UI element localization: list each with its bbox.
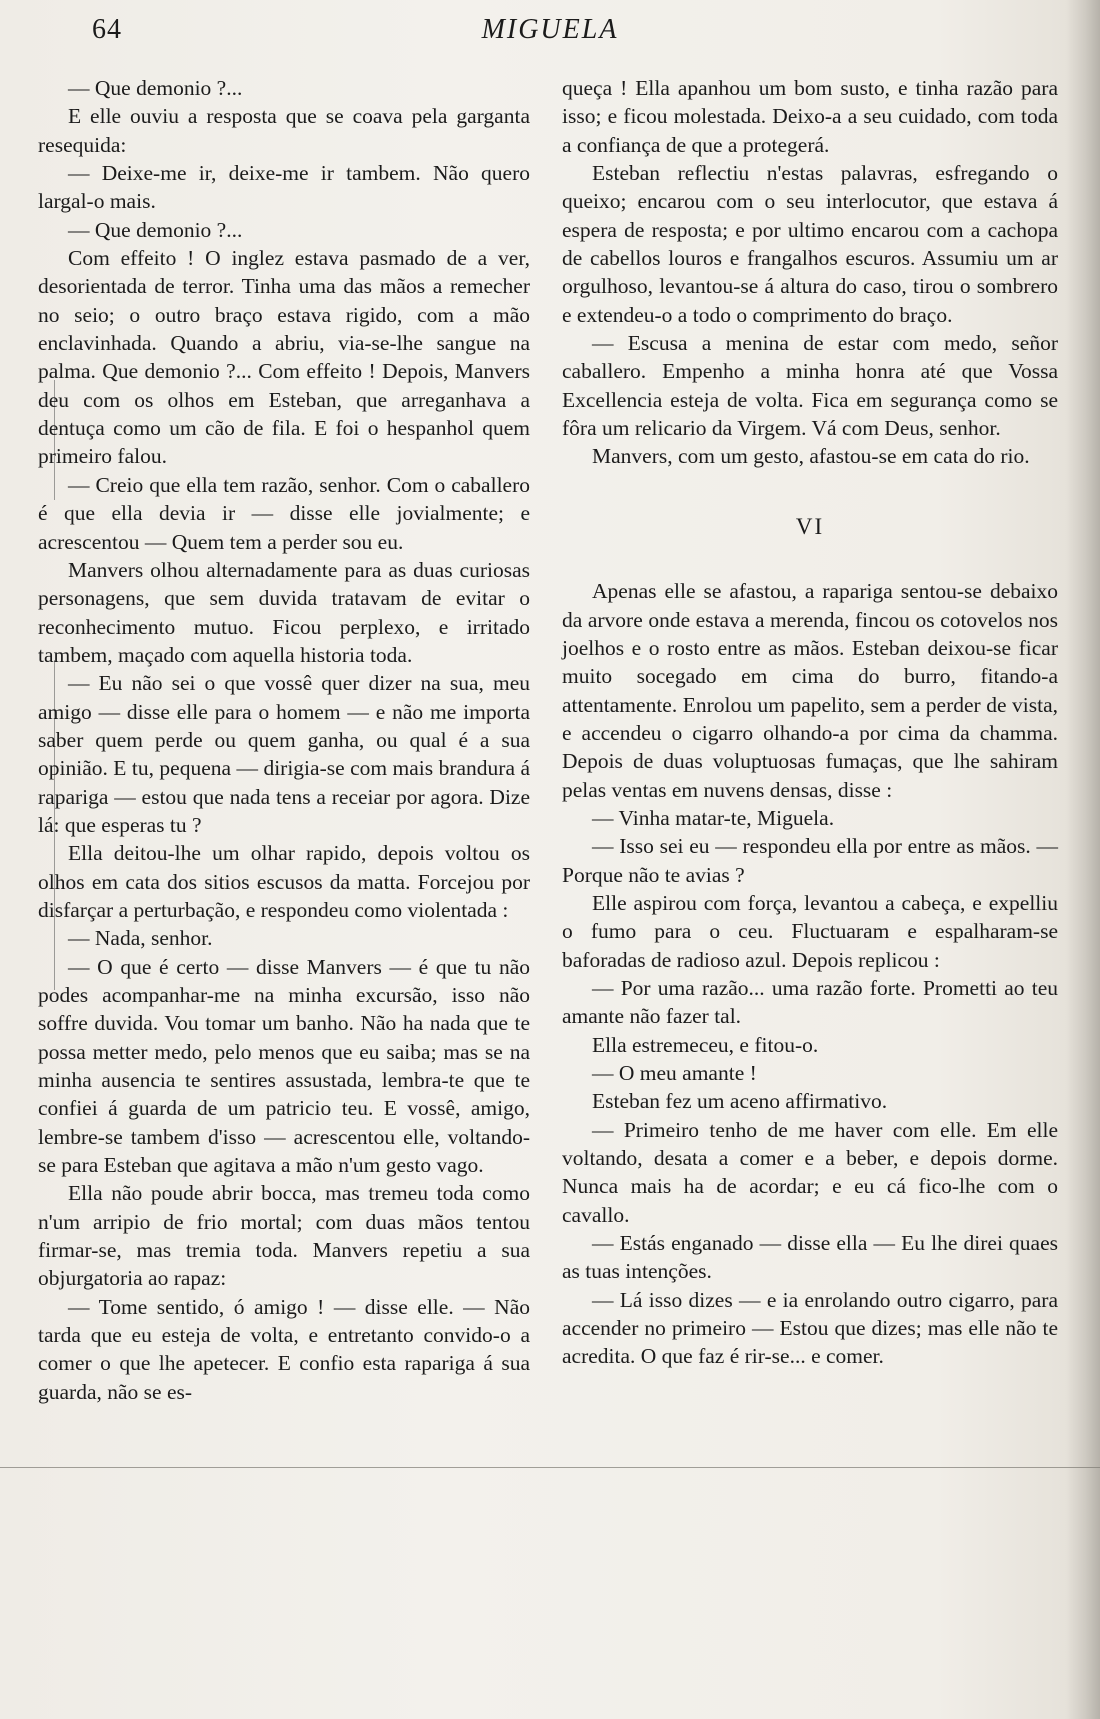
paragraph: — Eu não sei o que vossê quer dizer na sua, meu amigo — disse elle para o homem — e não me importa saber quem perde ou quem ganha, ou qual é a sua opinião. E tu, pequena — dirigia-se com mais brandura á rapariga — estou que nada tens a receiar por agora. Dize lá: que esperas tu ? <box>38 671 530 837</box>
paragraph: Ella não poude abrir bocca, mas tremeu toda como n'um arripio de frio mortal; com duas mãos tentou firmar-se, mas tremia toda. Manvers repetiu a sua objurgatoria ao rapaz: <box>38 1181 530 1291</box>
paragraph: — Por uma razão... uma razão forte. Prometti ao teu amante não fazer tal. <box>562 975 1058 1029</box>
paragraph: — Deixe-me ir, deixe-me ir tambem. Não quero largal-o mais. <box>38 161 530 214</box>
paragraph: Manvers olhou alternadamente para as duas curiosas personagens, que sem duvida tratavam de evitar o reconhecimento mutuo. Ficou perplexo, e irritado tambem, maçado com aquella historia toda. <box>38 557 530 667</box>
chapter-heading: VI <box>795 513 825 539</box>
paragraph: — Escusa a menina de estar com medo, señor caballero. Empenho a minha honra até que Vossa Excellencia esteja de volta. Fica em segurança como se fôra um relicario da Virgem. Vá com Deus, senhor. <box>562 331 1058 441</box>
page-number: 64 <box>92 14 122 45</box>
paragraph: — O meu amante ! <box>592 1061 757 1085</box>
paragraph: — Primeiro tenho de me haver com elle. Em elle voltando, desata a comer e a beber, e depois dorme. Nunca mais ha de acordar; e eu cá fico-lhe com o cavallo. <box>562 1117 1058 1227</box>
paragraph: — Lá isso dizes — e ia enrolando outro cigarro, para accender no primeiro — Estou que dizes; mas elle não te acredita. O que faz é rir-se... e comer. <box>562 1287 1058 1369</box>
paragraph: Ella estremeceu, e fitou-o. <box>592 1032 819 1057</box>
paragraph: — Que demonio ?... <box>68 217 243 242</box>
paragraph: Ella deitou-lhe um olhar rapido, depois voltou os olhos em cata dos sitios escusos da matta. Forcejou por disfarçar a perturbação, e respondeu como violentada : <box>38 841 530 922</box>
paragraph: E elle ouviu a resposta que se coava pela garganta resequida: <box>38 104 530 157</box>
left-text-column <box>38 74 530 1406</box>
paragraph: Manvers, com um gesto, afastou-se em cata do rio. <box>592 444 1030 469</box>
photocopy-line <box>0 1467 1100 1468</box>
paragraph: Esteban fez um aceno affirmativo. <box>592 1089 888 1114</box>
paragraph: — Estás enganado — disse ella — Eu lhe direi quaes as tuas intenções. <box>562 1231 1058 1284</box>
paragraph: — Que demonio ?... <box>68 76 243 100</box>
paragraph: queça ! Ella apanhou um bom susto, e tinha razão para isso; e ficou molestada. Deixo-a a seu cuidado, com toda a confiança de que a protegerá. <box>562 76 1058 157</box>
paragraph: — Tome sentido, ó amigo ! — disse elle. — Não tarda que eu esteja de volta, e entretanto convido-o a comer o que lhe apetecer. E confio esta rapariga á sua guarda, não se es- <box>38 1294 530 1404</box>
paragraph: Apenas elle se afastou, a rapariga sentou-se debaixo da arvore onde estava a merenda, fincou os cotovelos nos joelhos e o rosto entre as mãos. Esteban deixou-se ficar muito socegado em cima do burro, fitando-a attentamente. Enrolou um papelito, sem a perder de vista, e accendeu o cigarro olhando-a por cima da chamma. Depois de duas voluptuosas fumaças, que lhe sahiram pelas ventas em nuvens densas, disse : <box>562 579 1058 802</box>
page-edge-shadow <box>1064 0 1100 1719</box>
paragraph: Com effeito ! O inglez estava pasmado de a ver, desorientada de terror. Tinha uma das mãos a remecher no seio; o outro braço estava rigido, com a mão enclavinhada. Quando a abriu, via-se-lhe sangue na palma. Que demonio ?... Com effeito ! Depois, Manvers deu com os olhos em Esteban, que arreganhava a dentuça como um cão de fila. E foi o hespanhol quem primeiro falou. <box>38 246 530 469</box>
paragraph: — Isso sei eu — respondeu ella por entre as mãos. — Porque não te avias ? <box>562 834 1058 887</box>
running-title: MIGUELA <box>481 14 619 45</box>
paragraph: — Vinha matar-te, Miguela. <box>592 805 835 830</box>
paragraph: Elle aspirou com força, levantou a cabeça, e expelliu o fumo para o ceu. Fluctuaram e espalharam-se baforadas de radioso azul. Depois replicou : <box>562 890 1058 972</box>
paragraph: — Nada, senhor. <box>68 926 213 951</box>
paragraph: — O que é certo — disse Manvers — é que tu não podes acompanhar-me na minha excursão, isso não soffre duvida. Vou tomar um banho. Não ha nada que te possa metter medo, pelo menos que eu saiba; mas se na minha ausencia te sentires assustada, lembra-te que te confiei á guarda de um patricio teu. E vossê, amigo, lembre-se tambem d'isso — acrescentou elle, voltando-se para Esteban que agitava a mão n'um gesto vago. <box>38 954 530 1178</box>
right-text-column <box>562 74 1058 1371</box>
paragraph: — Creio que ella tem razão, senhor. Com o caballero é que ella devia ir — disse elle jovialmente; e acrescentou — Quem tem a perder sou eu. <box>38 472 530 554</box>
paragraph: Esteban reflectiu n'estas palavras, esfregando o queixo; encarou com o seu interlocutor, que estava á espera de resposta; e por ultimo encarou com a cachopa de cabellos louros e frangalhos escuros. Assumiu um ar orgulhoso, levantou-se á altura do caso, tirou o sombrero e extendeu-o a todo o comprimento do braço. <box>562 161 1058 327</box>
